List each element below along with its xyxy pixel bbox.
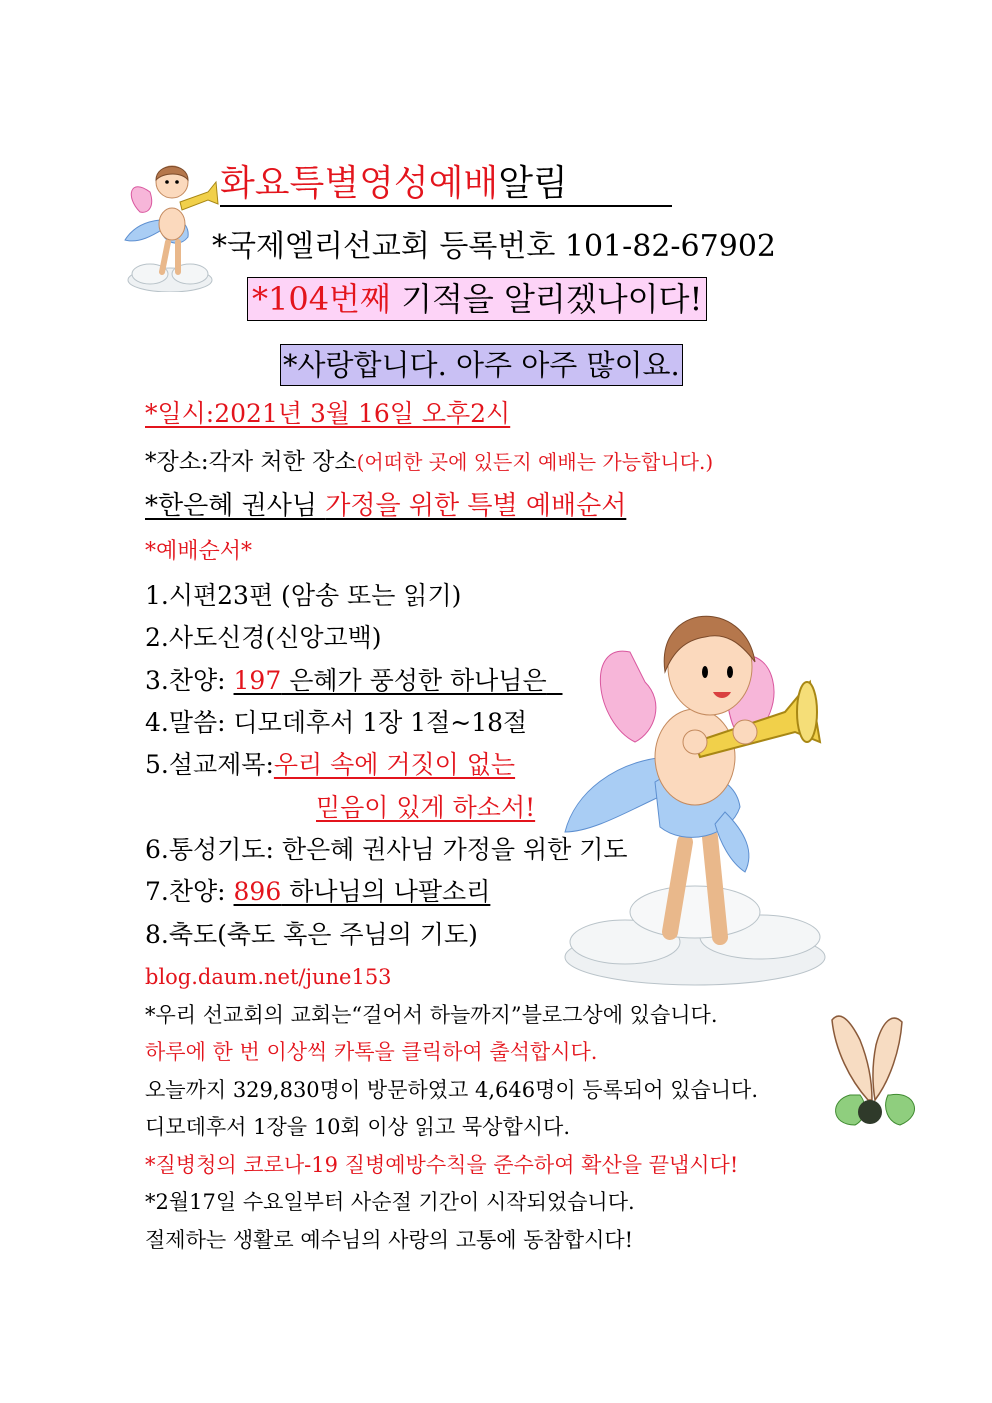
praying-hands-illustration bbox=[820, 1000, 930, 1130]
order-item-1: 1.시편23편 (암송 또는 읽기) bbox=[145, 581, 462, 610]
place-label: *장소:각자 처한 장소 bbox=[145, 449, 357, 475]
miracle-count: 104번째 bbox=[268, 280, 391, 318]
note-covid: *질병청의 코로나-19 질병예방수칙을 준수하여 확산을 끝냅시다! bbox=[145, 1153, 739, 1177]
sermon-title-line2: 믿음이 있게 하소서! bbox=[316, 793, 536, 822]
order-item-2: 2.사도신경(신앙고백) bbox=[145, 623, 382, 652]
love-banner: *사랑합니다. 아주 아주 많이요. bbox=[280, 344, 683, 386]
hymn-number-896: 896 bbox=[233, 877, 282, 906]
order-item-3-label: 3.찬양: bbox=[145, 666, 234, 695]
service-place bbox=[145, 442, 713, 482]
angel-trumpet-small-illustration bbox=[120, 152, 220, 292]
registration-number: *국제엘리선교회 등록번호 101-82-67902 bbox=[212, 229, 776, 264]
order-item-6: 6.통성기도: 한은혜 권사님 가정을 위한 기도 bbox=[145, 835, 628, 864]
title-underline bbox=[220, 205, 672, 207]
order-title: *예배순서* bbox=[145, 539, 253, 564]
order-item-7-label: 7.찬양: bbox=[145, 877, 234, 906]
page-title bbox=[220, 158, 568, 210]
special-black: *한은혜 권사님 bbox=[145, 491, 326, 521]
note-lent-practice: 절제하는 생활로 예수님의 사랑의 고통에 동참합시다! bbox=[145, 1228, 634, 1252]
sermon-title-line1: 우리 속에 거짓이 없는 bbox=[273, 750, 516, 779]
miracle-text: 기적을 알리겠나이다! bbox=[390, 280, 703, 318]
hymn-title-197: 은혜가 풍성한 하나님은 bbox=[281, 666, 547, 695]
note-lent-start: *2월17일 수요일부터 사순절 기간이 시작되었습니다. bbox=[145, 1190, 635, 1214]
note-church-blog: *우리 선교회의 교회는“걸어서 하늘까지”블로그상에 있습니다. bbox=[145, 1003, 718, 1027]
order-item-3 bbox=[145, 661, 563, 701]
blog-link[interactable]: blog.daum.net/june153 bbox=[145, 965, 392, 989]
title-red: 화요특별영성예배 bbox=[220, 163, 499, 204]
angel-trumpet-large-illustration bbox=[545, 592, 845, 992]
place-note: (어떠한 곳에 있든지 예배는 가능합니다.) bbox=[356, 450, 714, 474]
special-red: 가정을 위한 특별 예배순서 bbox=[325, 491, 627, 521]
order-item-5-label: 5.설교제목: bbox=[145, 750, 274, 779]
miracle-star: * bbox=[252, 280, 268, 318]
order-item-8: 8.축도(축도 혹은 주님의 기도) bbox=[145, 920, 478, 949]
order-item-4: 4.말씀: 디모데후서 1장 1절~18절 bbox=[145, 708, 528, 737]
order-item-3-title bbox=[234, 666, 563, 695]
miracle-banner bbox=[247, 277, 707, 321]
special-service-heading bbox=[145, 486, 626, 526]
note-reading: 디모데후서 1장을 10회 이상 읽고 묵상합시다. bbox=[145, 1115, 570, 1139]
hymn-number-197: 197 bbox=[233, 666, 282, 695]
order-item-5 bbox=[145, 745, 515, 785]
title-black: 알림 bbox=[498, 163, 568, 204]
order-item-7 bbox=[145, 872, 490, 912]
hymn-title-896: 하나님의 나팔소리 bbox=[281, 877, 491, 906]
note-visitor-count: 오늘까지 329,830명이 방문하였고 4,646명이 등록되어 있습니다. bbox=[145, 1078, 759, 1102]
order-item-7-title bbox=[234, 877, 491, 906]
note-attendance: 하루에 한 번 이상씩 카톡을 클릭하여 출석합시다. bbox=[145, 1040, 598, 1064]
service-date: *일시:2021년 3월 16일 오후2시 bbox=[145, 399, 511, 428]
